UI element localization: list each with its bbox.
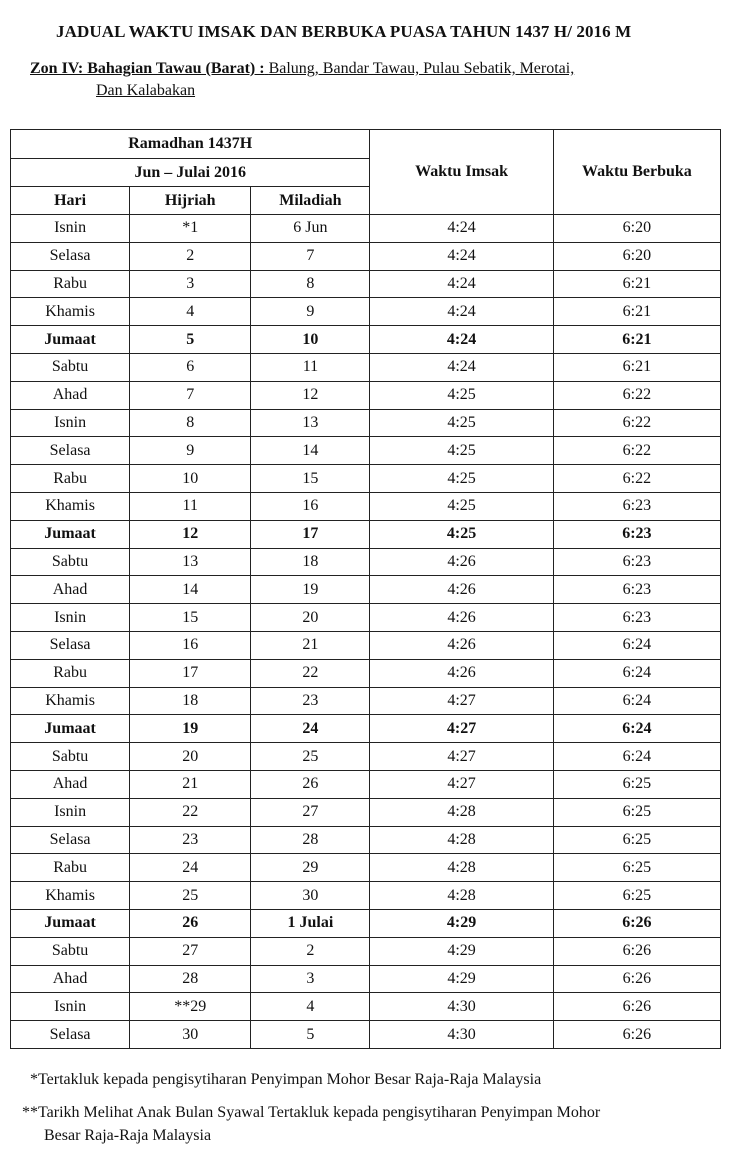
cell-berbuka: 6:20 [553, 215, 720, 243]
cell-berbuka: 6:26 [553, 909, 720, 937]
cell-miladiah: 9 [251, 298, 370, 326]
cell-berbuka: 6:23 [553, 520, 720, 548]
cell-miladiah: 2 [251, 937, 370, 965]
cell-miladiah: 30 [251, 882, 370, 910]
cell-berbuka: 6:24 [553, 631, 720, 659]
cell-imsak: 4:24 [370, 215, 553, 243]
cell-hijri: 30 [130, 1021, 251, 1049]
footnote-2 [22, 1101, 722, 1147]
cell-miladiah: 17 [251, 520, 370, 548]
cell-berbuka: 6:21 [553, 326, 720, 354]
zone-line [30, 60, 574, 77]
cell-imsak: 4:25 [370, 381, 553, 409]
cell-day: Jumaat [11, 909, 130, 937]
cell-imsak: 4:26 [370, 659, 553, 687]
cell-day: Isnin [11, 409, 130, 437]
cell-day: Rabu [11, 659, 130, 687]
cell-miladiah: 13 [251, 409, 370, 437]
header-berbuka: Waktu Berbuka [553, 130, 720, 215]
cell-day: Sabtu [11, 548, 130, 576]
cell-miladiah: 19 [251, 576, 370, 604]
schedule-body [11, 215, 721, 1049]
footnote-1: *Tertakluk kepada pengisytiharan Penyimpan Mohor Besar Raja-Raja Malaysia [30, 1071, 542, 1088]
cell-day: Isnin [11, 993, 130, 1021]
table-row [11, 298, 721, 326]
cell-miladiah: 21 [251, 631, 370, 659]
cell-day: Rabu [11, 270, 130, 298]
cell-imsak: 4:30 [370, 993, 553, 1021]
table-row [11, 965, 721, 993]
cell-miladiah: 7 [251, 242, 370, 270]
cell-hijri: 6 [130, 353, 251, 381]
table-row [11, 548, 721, 576]
cell-hijri: 7 [130, 381, 251, 409]
cell-hijri: **29 [130, 993, 251, 1021]
cell-hijri: 26 [130, 909, 251, 937]
cell-day: Isnin [11, 798, 130, 826]
cell-day: Ahad [11, 381, 130, 409]
table-row [11, 604, 721, 632]
cell-imsak: 4:28 [370, 854, 553, 882]
cell-berbuka: 6:25 [553, 770, 720, 798]
cell-hijri: 13 [130, 548, 251, 576]
table-row [11, 576, 721, 604]
cell-miladiah: 16 [251, 492, 370, 520]
table-row [11, 798, 721, 826]
cell-hijri: 17 [130, 659, 251, 687]
cell-imsak: 4:27 [370, 743, 553, 771]
cell-miladiah: 26 [251, 770, 370, 798]
cell-imsak: 4:25 [370, 465, 553, 493]
cell-hijri: 19 [130, 715, 251, 743]
cell-day: Khamis [11, 687, 130, 715]
cell-day: Ahad [11, 576, 130, 604]
cell-berbuka: 6:25 [553, 882, 720, 910]
cell-hijri: 11 [130, 492, 251, 520]
cell-hijri: 3 [130, 270, 251, 298]
cell-berbuka: 6:25 [553, 798, 720, 826]
cell-berbuka: 6:25 [553, 826, 720, 854]
cell-imsak: 4:26 [370, 631, 553, 659]
cell-berbuka: 6:26 [553, 1021, 720, 1049]
cell-berbuka: 6:24 [553, 743, 720, 771]
table-row [11, 659, 721, 687]
cell-imsak: 4:28 [370, 798, 553, 826]
cell-imsak: 4:25 [370, 520, 553, 548]
cell-miladiah: 18 [251, 548, 370, 576]
cell-imsak: 4:25 [370, 409, 553, 437]
cell-day: Selasa [11, 437, 130, 465]
cell-imsak: 4:24 [370, 270, 553, 298]
cell-imsak: 4:24 [370, 242, 553, 270]
cell-imsak: 4:24 [370, 353, 553, 381]
cell-miladiah: 20 [251, 604, 370, 632]
cell-miladiah: 23 [251, 687, 370, 715]
zone-info [30, 58, 574, 102]
cell-day: Khamis [11, 298, 130, 326]
cell-day: Sabtu [11, 937, 130, 965]
cell-berbuka: 6:20 [553, 242, 720, 270]
cell-berbuka: 6:21 [553, 298, 720, 326]
cell-day: Rabu [11, 465, 130, 493]
cell-miladiah: 25 [251, 743, 370, 771]
cell-hijri: 21 [130, 770, 251, 798]
table-row [11, 743, 721, 771]
table-row [11, 715, 721, 743]
schedule-table [10, 129, 721, 1049]
header-month-gregorian: Jun – Julai 2016 [11, 159, 370, 187]
cell-miladiah: 6 Jun [251, 215, 370, 243]
cell-miladiah: 8 [251, 270, 370, 298]
table-row [11, 242, 721, 270]
cell-imsak: 4:28 [370, 882, 553, 910]
cell-imsak: 4:25 [370, 437, 553, 465]
cell-hijri: 15 [130, 604, 251, 632]
footnote-2-text: **Tarikh Melihat Anak Bulan Syawal Tertakluk kepada pengisytiharan Penyimpan Mohor [22, 1104, 601, 1121]
cell-day: Selasa [11, 631, 130, 659]
cell-day: Sabtu [11, 353, 130, 381]
cell-miladiah: 28 [251, 826, 370, 854]
cell-day: Jumaat [11, 520, 130, 548]
cell-miladiah: 24 [251, 715, 370, 743]
table-row [11, 270, 721, 298]
cell-miladiah: 27 [251, 798, 370, 826]
cell-hijri: 8 [130, 409, 251, 437]
cell-hijri: 16 [130, 631, 251, 659]
cell-berbuka: 6:23 [553, 548, 720, 576]
zone-areas: Balung, Bandar Tawau, Pulau Sebatik, Merotai, [268, 60, 575, 77]
footnote-2-cont: Besar Raja-Raja Malaysia [44, 1127, 212, 1144]
cell-berbuka: 6:24 [553, 659, 720, 687]
table-row [11, 465, 721, 493]
cell-miladiah: 5 [251, 1021, 370, 1049]
cell-hijri: 20 [130, 743, 251, 771]
table-row [11, 631, 721, 659]
cell-miladiah: 14 [251, 437, 370, 465]
cell-imsak: 4:27 [370, 770, 553, 798]
cell-miladiah: 22 [251, 659, 370, 687]
table-row [11, 326, 721, 354]
cell-hijri: 18 [130, 687, 251, 715]
cell-day: Selasa [11, 826, 130, 854]
cell-day: Selasa [11, 1021, 130, 1049]
cell-hijri: 24 [130, 854, 251, 882]
cell-imsak: 4:26 [370, 548, 553, 576]
table-row [11, 687, 721, 715]
cell-miladiah: 11 [251, 353, 370, 381]
cell-berbuka: 6:22 [553, 437, 720, 465]
cell-berbuka: 6:26 [553, 937, 720, 965]
cell-hijri: 5 [130, 326, 251, 354]
header-miladiah: Miladiah [251, 187, 370, 215]
cell-imsak: 4:29 [370, 965, 553, 993]
zone-label: Zon IV: Bahagian Tawau (Barat) : [30, 60, 265, 77]
cell-miladiah: 12 [251, 381, 370, 409]
cell-day: Ahad [11, 965, 130, 993]
table-row [11, 854, 721, 882]
cell-day: Isnin [11, 604, 130, 632]
cell-hijri: 22 [130, 798, 251, 826]
cell-day: Khamis [11, 492, 130, 520]
cell-hijri: 9 [130, 437, 251, 465]
table-row [11, 409, 721, 437]
cell-hijri: 25 [130, 882, 251, 910]
cell-miladiah: 4 [251, 993, 370, 1021]
cell-imsak: 4:28 [370, 826, 553, 854]
cell-imsak: 4:29 [370, 909, 553, 937]
header-imsak: Waktu Imsak [370, 130, 553, 215]
cell-day: Sabtu [11, 743, 130, 771]
cell-day: Isnin [11, 215, 130, 243]
cell-day: Jumaat [11, 326, 130, 354]
cell-miladiah: 15 [251, 465, 370, 493]
cell-hijri: 28 [130, 965, 251, 993]
cell-berbuka: 6:21 [553, 270, 720, 298]
table-row [11, 437, 721, 465]
cell-berbuka: 6:21 [553, 353, 720, 381]
cell-hijri: 23 [130, 826, 251, 854]
cell-miladiah: 10 [251, 326, 370, 354]
header-hijri: Hijriah [130, 187, 251, 215]
cell-imsak: 4:29 [370, 937, 553, 965]
zone-areas-cont: Dan Kalabakan [96, 82, 196, 99]
cell-imsak: 4:27 [370, 715, 553, 743]
cell-berbuka: 6:22 [553, 465, 720, 493]
cell-miladiah: 29 [251, 854, 370, 882]
cell-berbuka: 6:22 [553, 409, 720, 437]
cell-imsak: 4:30 [370, 1021, 553, 1049]
cell-miladiah: 1 Julai [251, 909, 370, 937]
cell-day: Jumaat [11, 715, 130, 743]
table-row [11, 1021, 721, 1049]
cell-hijri: 4 [130, 298, 251, 326]
table-row [11, 882, 721, 910]
cell-hijri: 14 [130, 576, 251, 604]
cell-day: Ahad [11, 770, 130, 798]
cell-day: Khamis [11, 882, 130, 910]
cell-day: Rabu [11, 854, 130, 882]
cell-hijri: 10 [130, 465, 251, 493]
cell-berbuka: 6:23 [553, 492, 720, 520]
table-row [11, 381, 721, 409]
cell-berbuka: 6:26 [553, 993, 720, 1021]
table-row [11, 492, 721, 520]
cell-imsak: 4:24 [370, 298, 553, 326]
cell-imsak: 4:26 [370, 576, 553, 604]
table-row [11, 353, 721, 381]
cell-berbuka: 6:23 [553, 576, 720, 604]
cell-hijri: 27 [130, 937, 251, 965]
table-row [11, 826, 721, 854]
cell-berbuka: 6:24 [553, 687, 720, 715]
cell-hijri: *1 [130, 215, 251, 243]
cell-miladiah: 3 [251, 965, 370, 993]
cell-berbuka: 6:23 [553, 604, 720, 632]
header-day: Hari [11, 187, 130, 215]
cell-imsak: 4:25 [370, 492, 553, 520]
cell-berbuka: 6:25 [553, 854, 720, 882]
cell-hijri: 12 [130, 520, 251, 548]
cell-imsak: 4:26 [370, 604, 553, 632]
table-row [11, 909, 721, 937]
cell-hijri: 2 [130, 242, 251, 270]
cell-berbuka: 6:22 [553, 381, 720, 409]
table-row [11, 520, 721, 548]
document-title: JADUAL WAKTU IMSAK DAN BERBUKA PUASA TAHUN 1437 H/ 2016 M [56, 22, 632, 41]
table-row [11, 770, 721, 798]
table-row [11, 215, 721, 243]
cell-berbuka: 6:26 [553, 965, 720, 993]
cell-imsak: 4:27 [370, 687, 553, 715]
header-month-hijri: Ramadhan 1437H [11, 130, 370, 159]
cell-berbuka: 6:24 [553, 715, 720, 743]
table-row [11, 993, 721, 1021]
table-row [11, 937, 721, 965]
cell-imsak: 4:24 [370, 326, 553, 354]
cell-day: Selasa [11, 242, 130, 270]
